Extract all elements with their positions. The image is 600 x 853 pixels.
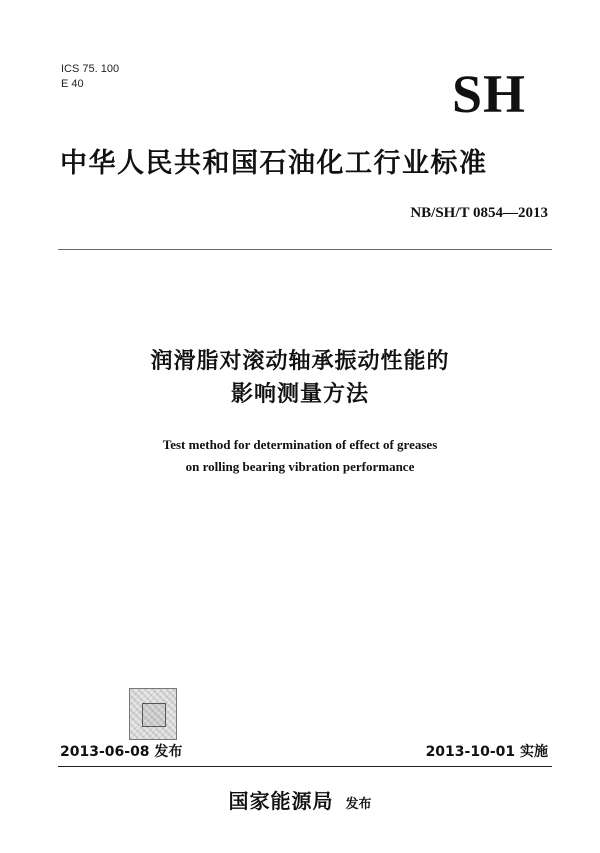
title-zh-line-2: 影响测量方法 xyxy=(230,382,369,407)
document-title-zh xyxy=(0,345,600,411)
ics-code: ICS 75. 100 xyxy=(61,63,120,75)
title-en-line-2: on rolling bearing vibration performance xyxy=(185,459,415,474)
classification-codes xyxy=(61,62,119,92)
publisher-suffix: 发布 xyxy=(345,797,372,812)
header-divider xyxy=(58,249,552,250)
sh-logo: SH xyxy=(452,64,527,124)
barcode-stamp xyxy=(129,688,177,740)
implementation-date: 2013-10-01 实施 xyxy=(425,744,548,760)
ccs-code: E 40 xyxy=(61,78,84,90)
title-zh-line-1: 润滑脂对滚动轴承振动性能的 xyxy=(150,349,450,374)
footer-divider xyxy=(58,766,552,767)
publisher-name: 国家能源局 xyxy=(228,789,334,813)
issue-date: 2013-06-08 发布 xyxy=(60,744,183,760)
standard-number: NB/SH/T 0854—2013 xyxy=(410,205,548,221)
title-en-line-1: Test method for determination of effect of greases xyxy=(162,437,438,452)
standard-category-title: 中华人民共和国石油化工行业标准 xyxy=(60,148,488,179)
publisher-line xyxy=(0,785,600,814)
document-title-en xyxy=(0,434,600,478)
